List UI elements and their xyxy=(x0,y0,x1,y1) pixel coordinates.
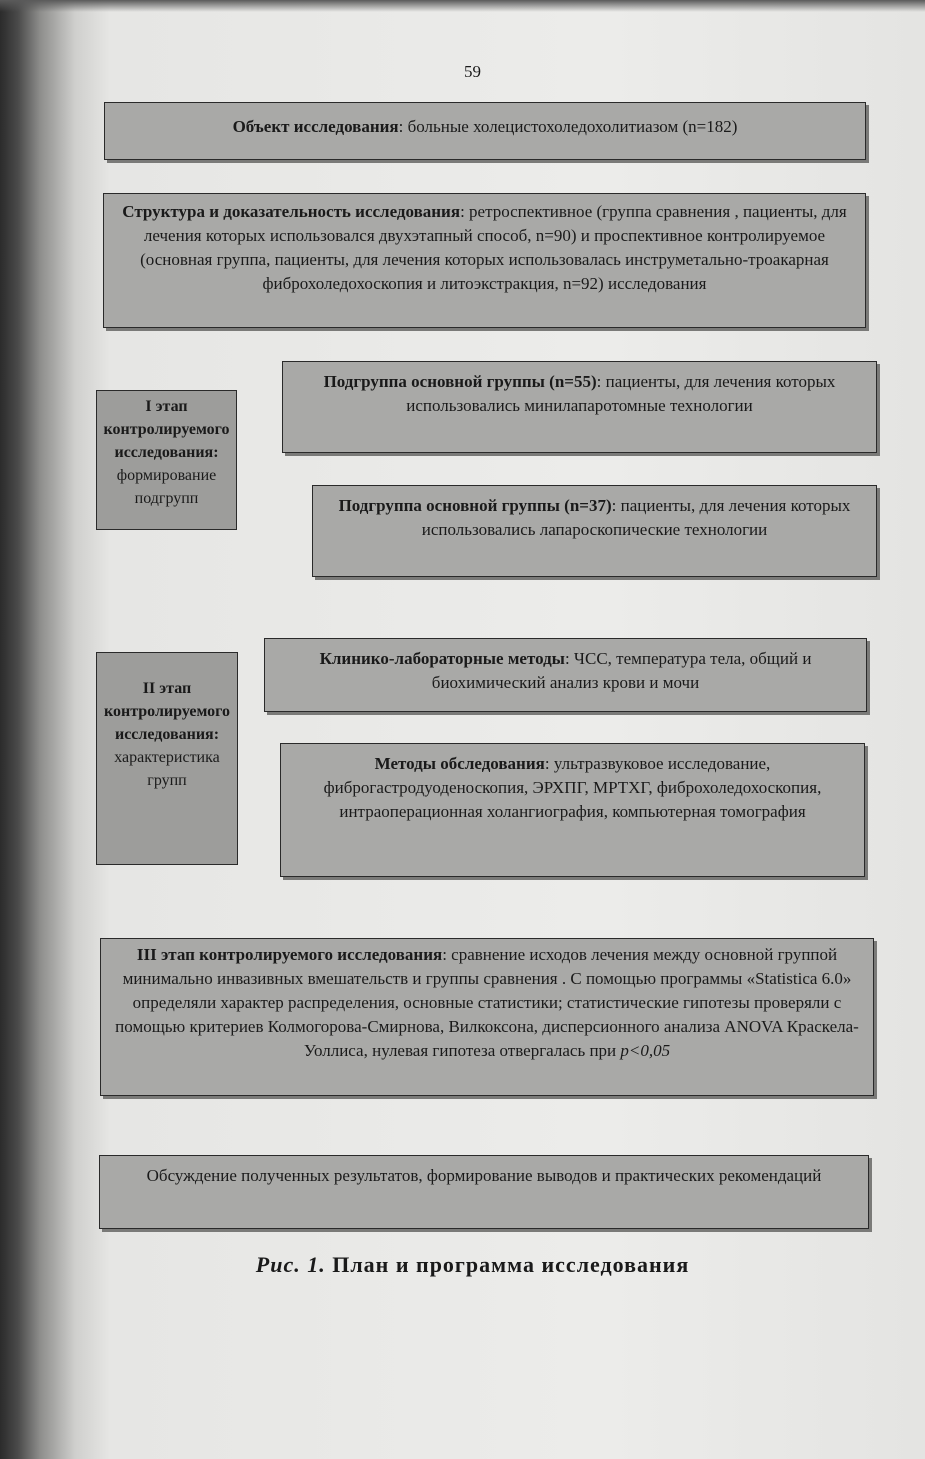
exam-methods-text: : ультразвуковое исследование, фиброгастродуоденоскопия, ЭРХПГ, МРТХГ, фиброхоледохоскопия, интраоперационная холангиография, компьютерная томография xyxy=(323,754,822,821)
stage1-line2: контролируемого xyxy=(103,421,230,438)
research-structure-text: : ретроспективное (группа сравнения , пациенты, для лечения которых использовался двухэтапный способ, n=90) и проспективное контролируемое (основная группа, пациенты, для лечения которых использовалась инструметально-троакарная фиброхоледохоскопия и литоэкстракция, n=92) исследования xyxy=(140,202,847,293)
subgroup-37-title: Подгруппа основной группы (n=37) xyxy=(338,496,612,515)
page-edge-shadow xyxy=(0,0,925,12)
exam-methods-box xyxy=(280,743,865,877)
exam-methods-title: Методы обследования xyxy=(374,754,545,773)
stage2-box xyxy=(96,652,238,865)
bleed-through-text xyxy=(150,898,157,921)
stage2-line3: исследования: xyxy=(114,726,220,743)
clinical-methods-box xyxy=(264,638,867,712)
page-number: 59 xyxy=(464,62,481,81)
subgroup-55-text: : пациенты, для лечения которых использовались минилапаротомные технологии xyxy=(406,372,836,415)
stage2-desc: характеристика групп xyxy=(114,749,220,789)
research-object-title: Объект исследования xyxy=(232,117,399,136)
stage1-desc: формирование подгрупп xyxy=(116,467,217,507)
stage3-text: : сравнение исходов лечения между основной группой минимально инвазивных вмешательств и группы сравнения . С помощью программы «Statistica 6.0» определяли характер распределения, основные статистики; статистические гипотезы проверяли с помощью критериев Колмогорова-Смирнова, Вилкоксона, дисперсионного анализа ANOVA Краскела-Уоллиса, нулевая гипотеза отвергалась при xyxy=(115,945,859,1060)
stage3-box xyxy=(100,938,874,1096)
stage3-p-value: p<0,05 xyxy=(620,1041,671,1060)
research-object-box xyxy=(104,102,866,160)
stage1-box xyxy=(96,390,237,530)
stage1-line3: исследования: xyxy=(114,444,219,461)
discussion-box xyxy=(99,1155,869,1229)
research-object-text: : больные холецистохоледохолитиазом (n=182) xyxy=(398,117,738,136)
stage2-line1: II этап xyxy=(142,680,192,697)
subgroup-37-text: : пациенты, для лечения которых использовались лапароскопические технологии xyxy=(421,496,851,539)
research-structure-box xyxy=(103,193,866,328)
figure-caption xyxy=(0,1252,925,1278)
subgroup-55-title: Подгруппа основной группы (n=55) xyxy=(323,372,597,391)
stage3-title: III этап контролируемого исследования xyxy=(136,945,443,964)
clinical-methods-title: Клинико-лабораторные методы xyxy=(319,649,565,668)
discussion-text: Обсуждение полученных результатов, формирование выводов и практических рекомендаций xyxy=(146,1166,822,1185)
clinical-methods-text: : ЧСС, температура тела, общий и биохимический анализ крови и мочи xyxy=(431,649,812,692)
figure-label: Рис. 1. xyxy=(255,1252,326,1277)
figure-title: План и программа исследования xyxy=(325,1252,690,1277)
subgroup-55-box xyxy=(282,361,877,453)
subgroup-37-box xyxy=(312,485,877,577)
stage1-line1: I этап xyxy=(145,398,188,415)
research-structure-title: Структура и доказательность исследования xyxy=(122,202,461,221)
stage2-line2: контролируемого xyxy=(103,703,230,720)
